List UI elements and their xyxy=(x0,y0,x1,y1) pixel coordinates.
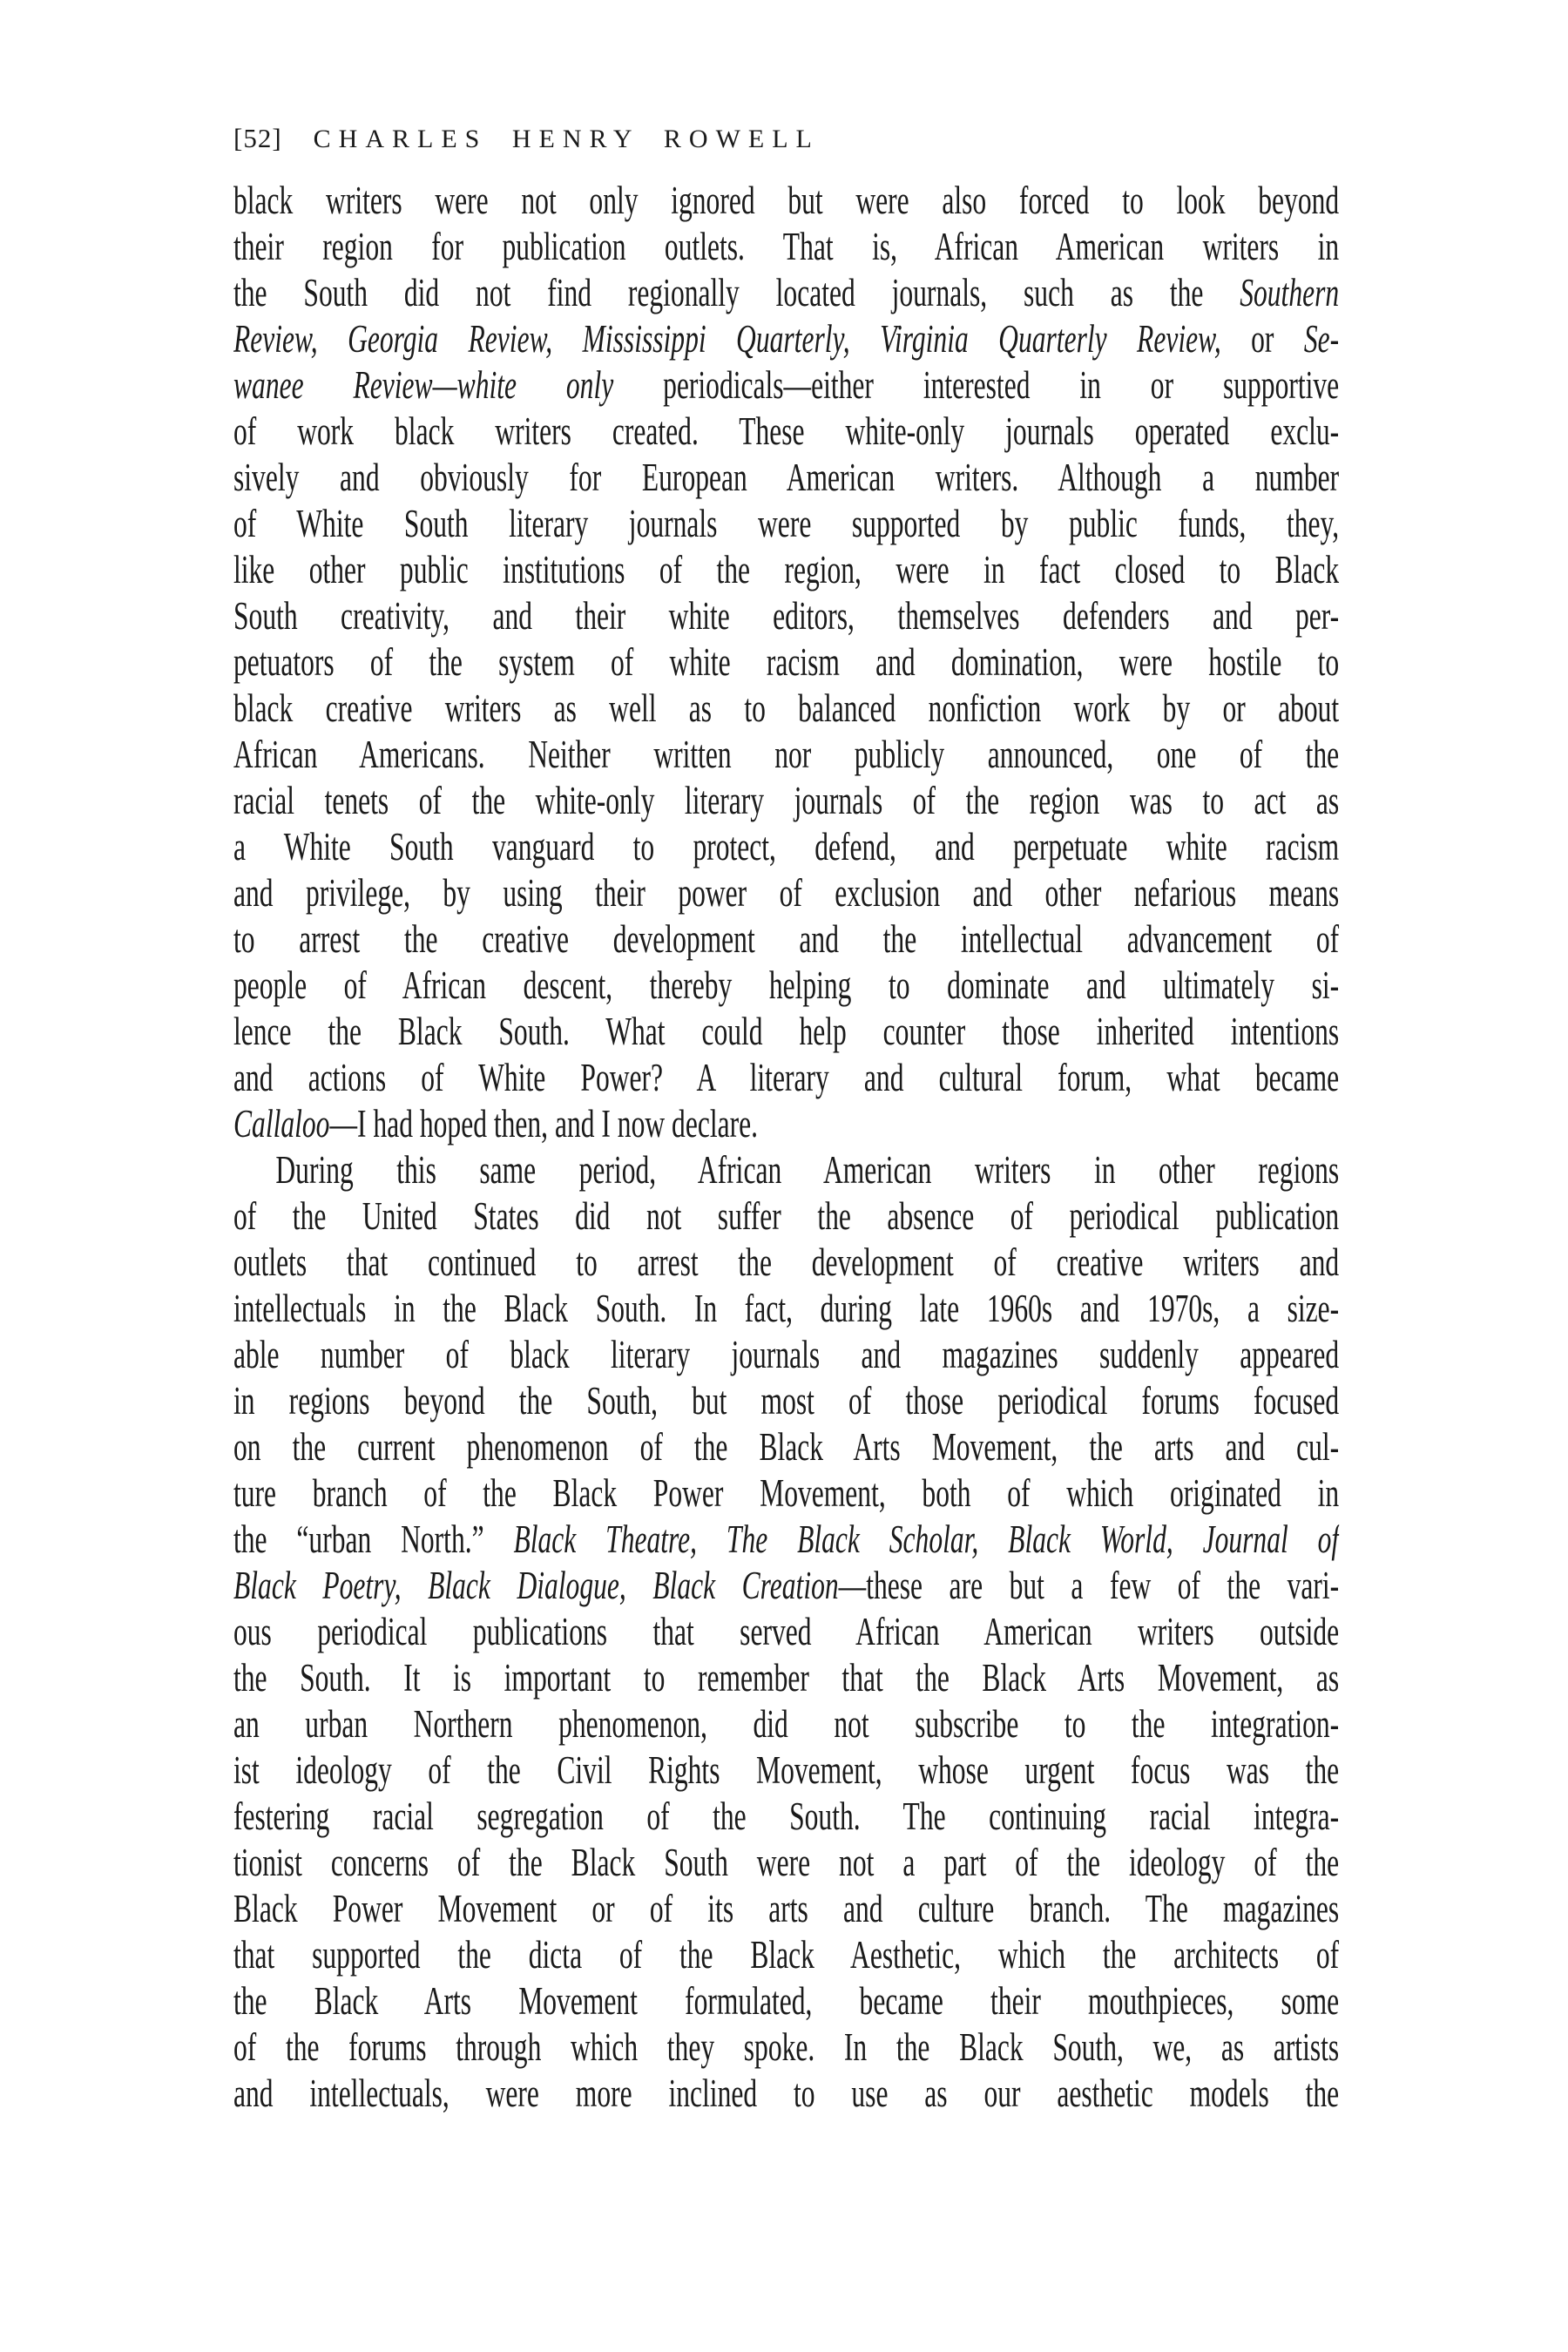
text-line xyxy=(233,362,1339,409)
text-run: —I had hoped then, and I now declare. xyxy=(329,1102,759,1146)
italic-text-run: Black Theatre, The Black Scholar, Black World, Journal of xyxy=(513,1517,1340,1561)
text-run: or xyxy=(1220,317,1304,361)
text-line xyxy=(233,1193,1339,1240)
text-line xyxy=(233,686,1339,732)
text-run: outlets that continued to arrest the development of creative writers and xyxy=(233,1240,1340,1284)
text-line xyxy=(233,1932,1339,1978)
text-run: of the United States did not suffer the absence of periodical publication xyxy=(233,1194,1340,1238)
text-line xyxy=(233,501,1339,547)
text-run: Black Power Movement or of its arts and culture branch. The magazines xyxy=(233,1887,1340,1930)
text-run: festering racial segregation of the South. The continuing racial integra- xyxy=(233,1794,1340,1838)
text-line xyxy=(233,1055,1339,1101)
text-run: ture branch of the Black Power Movement, both of which originated in xyxy=(233,1471,1340,1515)
text-run: African Americans. Neither written nor publicly announced, one of the xyxy=(233,733,1340,776)
text-run: black creative writers as well as to balanced nonfiction work by or about xyxy=(233,686,1340,730)
italic-text-run: wanee Review—white only xyxy=(233,363,614,407)
running-header-author: CHARLES HENRY ROWELL xyxy=(313,125,820,153)
text-run: —these are but a few of the vari- xyxy=(838,1564,1340,1607)
page-number: [52] xyxy=(233,123,282,153)
text-line xyxy=(233,1009,1339,1055)
text-run: sively and obviously for European American writers. Although a number xyxy=(233,456,1340,499)
italic-text-run: Review, Georgia Review, Mississippi Quarterly, Virginia Quarterly Review, xyxy=(233,317,1221,361)
text-line xyxy=(233,547,1339,593)
text-line xyxy=(233,1655,1339,1701)
text-line xyxy=(233,1609,1339,1655)
text-run: to arrest the creative development and the intellectual advancement of xyxy=(233,917,1340,961)
text-run: tionist concerns of the Black South were not a part of the ideology of the xyxy=(233,1841,1340,1884)
text-line xyxy=(233,778,1339,824)
body-text xyxy=(233,178,1339,2117)
text-line xyxy=(233,2071,1339,2117)
text-line xyxy=(233,1886,1339,1932)
text-line xyxy=(233,1840,1339,1886)
text-run: the South. It is important to remember that the Black Arts Movement, as xyxy=(233,1656,1340,1700)
text-line xyxy=(233,1563,1339,1609)
text-run: black writers were not only ignored but were also forced to look beyond xyxy=(233,179,1340,222)
text-run: of the forums through which they spoke. In the Black South, we, as artists xyxy=(233,2025,1340,2069)
text-run: their region for publication outlets. That is, African American writers in xyxy=(233,225,1340,268)
running-header xyxy=(233,123,820,154)
text-run: periodicals—either interested in or supportive xyxy=(613,363,1340,407)
text-line xyxy=(233,1701,1339,1747)
text-run: ous periodical publications that served African American writers outside xyxy=(233,1610,1340,1653)
text-line xyxy=(233,1101,1339,1147)
text-line xyxy=(233,593,1339,639)
text-line xyxy=(233,1332,1339,1378)
text-run: the “urban North.” xyxy=(233,1517,514,1561)
text-line xyxy=(233,1470,1339,1517)
text-line xyxy=(233,409,1339,455)
text-run: on the current phenomenon of the Black Arts Movement, the arts and cul- xyxy=(233,1425,1340,1469)
italic-text-run: Se- xyxy=(1303,317,1340,361)
text-run: racial tenets of the white-only literary journals of the region was to act as xyxy=(233,779,1340,822)
text-line xyxy=(233,1424,1339,1470)
italic-text-run: Southern xyxy=(1240,271,1340,314)
text-line xyxy=(233,1147,1339,1193)
text-line xyxy=(233,732,1339,778)
italic-text-run: Callaloo xyxy=(233,1102,330,1146)
text-run: people of African descent, thereby helping to dominate and ultimately si- xyxy=(233,963,1340,1007)
text-run: of work black writers created. These white-only journals operated exclu- xyxy=(233,409,1340,453)
text-line xyxy=(233,1747,1339,1794)
text-run: lence the Black South. What could help counter those inherited intentions xyxy=(233,1010,1340,1053)
text-line xyxy=(233,1378,1339,1424)
text-run: of White South literary journals were supported by public funds, they, xyxy=(233,502,1340,545)
text-line xyxy=(233,316,1339,362)
text-run: South creativity, and their white editors, themselves defenders and per- xyxy=(233,594,1340,638)
text-run: intellectuals in the Black South. In fact, during late 1960s and 1970s, a size- xyxy=(233,1287,1340,1330)
text-run: During this same period, African American writers in other regions xyxy=(275,1148,1340,1192)
text-run: that supported the dicta of the Black Aesthetic, which the architects of xyxy=(233,1933,1340,1977)
text-run: ist ideology of the Civil Rights Movement, whose urgent focus was the xyxy=(233,1748,1340,1792)
text-line xyxy=(233,455,1339,501)
text-line xyxy=(233,270,1339,316)
text-line xyxy=(233,1286,1339,1332)
text-line xyxy=(233,2024,1339,2071)
text-run: able number of black literary journals and magazines suddenly appeared xyxy=(233,1333,1340,1376)
text-line xyxy=(233,1978,1339,2024)
text-run: and intellectuals, were more inclined to use as our aesthetic models the xyxy=(233,2072,1340,2115)
text-line xyxy=(233,916,1339,963)
text-line xyxy=(233,963,1339,1009)
text-run: an urban Northern phenomenon, did not subscribe to the integration- xyxy=(233,1702,1340,1746)
text-run: the South did not find regionally located journals, such as the xyxy=(233,271,1240,314)
text-run: in regions beyond the South, but most of those periodical forums focused xyxy=(233,1379,1340,1423)
text-line xyxy=(233,1517,1339,1563)
text-run: and actions of White Power? A literary and cultural forum, what became xyxy=(233,1056,1340,1099)
text-line xyxy=(233,1240,1339,1286)
text-line xyxy=(233,824,1339,870)
text-line xyxy=(233,224,1339,270)
text-line xyxy=(233,1794,1339,1840)
italic-text-run: Black Poetry, Black Dialogue, Black Creation xyxy=(233,1564,839,1607)
text-run: petuators of the system of white racism and domination, were hostile to xyxy=(233,640,1340,684)
text-run: a White South vanguard to protect, defend, and perpetuate white racism xyxy=(233,825,1340,868)
text-line xyxy=(233,870,1339,916)
text-run: and privilege, by using their power of exclusion and other nefarious means xyxy=(233,871,1340,915)
text-line xyxy=(233,178,1339,224)
text-run: like other public institutions of the region, were in fact closed to Black xyxy=(233,548,1340,591)
text-run: the Black Arts Movement formulated, became their mouthpieces, some xyxy=(233,1979,1340,2023)
text-line xyxy=(233,639,1339,686)
